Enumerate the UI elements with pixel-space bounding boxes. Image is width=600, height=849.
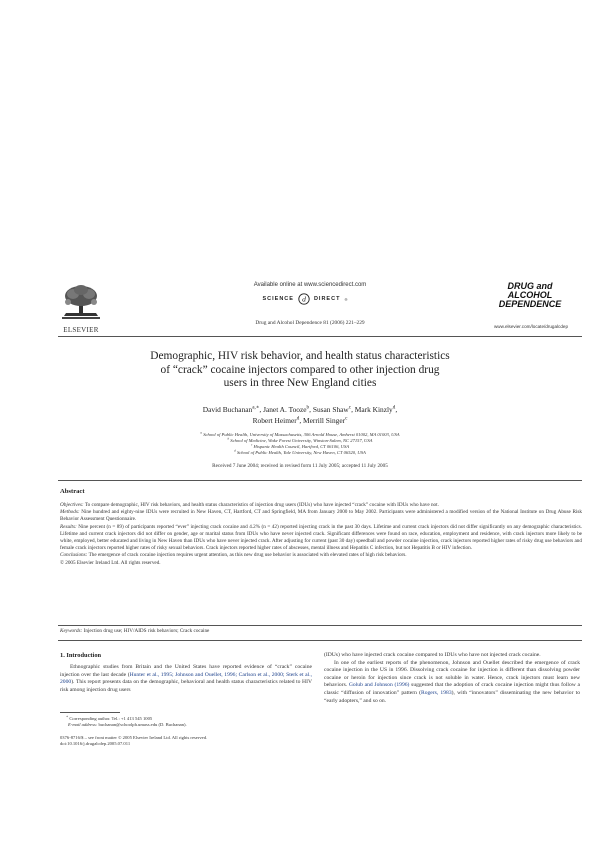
article-title: [70, 350, 530, 391]
available-online-text: Available online at www.sciencedirect.com: [253, 282, 367, 288]
methods-label: Methods:: [60, 509, 80, 516]
journal-url[interactable]: www.elsevier.com/locate/drugalcdep: [493, 324, 569, 329]
sciencedirect-at-icon: [298, 293, 310, 305]
affiliation-text: School of Medicine, Wake Forest University, Winston-Salem, NC 27157, USA: [230, 438, 373, 443]
elsevier-tree-icon: [58, 284, 104, 320]
abstract-conclusions: [60, 552, 582, 559]
author-list: [100, 404, 500, 426]
keywords-top-rule: [58, 625, 582, 626]
citation-link[interactable]: Golub and Johnson (1996): [348, 682, 410, 689]
affiliation-text: School of Public Health, University of Massachusetts, 306 Arnold House, Amherst 01002, MA 01003, USA: [203, 432, 400, 437]
email-line: [60, 722, 310, 728]
affiliation-item: [90, 450, 510, 456]
journal-logo-line-2: ALCOHOL: [507, 290, 553, 300]
affiliation-sup: d: [234, 448, 236, 453]
conclusions-text: The emergence of crack cocaine injection requires urgent attention, as this new drug use behavior is associated with elevated rates of high risk behaviors.: [88, 552, 407, 559]
intro-right-text-a: In one of the earliest reports of the phenomenon, Johnson and Ouellet described the emergence of crack cocaine injection in the US in 1996. Dissolving crack cocaine for injection is different than dissolving powder cocaine or heroin for injection since crack is not soluble in water. Hence, crack injectors must learn new behaviors.: [324, 659, 580, 689]
header-rule: [58, 336, 582, 337]
intro-right-text-b: suggested that the adoption of crack cocaine injection might thus follow a classic “diffusion of innovation” pattern (: [324, 682, 580, 696]
author-sup: d: [296, 415, 300, 422]
author-sup: c: [348, 404, 352, 411]
abstract-heading: Abstract: [60, 488, 85, 495]
journal-logo: [490, 282, 570, 318]
sd-brand-right: DIRECT: [313, 296, 341, 302]
author-name: Robert Heimer: [252, 416, 297, 425]
affiliation-sup: b: [227, 436, 230, 441]
email-address[interactable]: buchanan@schoolph.umass.edu (D. Buchanan).: [98, 722, 187, 727]
abstract-top-rule: [58, 480, 582, 481]
author-line-2: Robert Heimer$^d$, Merrill Singer$^c$: [252, 415, 348, 425]
issn-line: 0376-8716/$ – see front matter © 2005 Elsevier Ireland Ltd. All rights reserved.: [60, 735, 208, 740]
footnote-marker: ∗: [66, 714, 69, 719]
journal-logo-line-3: DEPENDENCE: [498, 299, 562, 309]
svg-text:d: d: [302, 294, 306, 304]
title-line-1: Demographic, HIV risk behavior, and health status characteristics: [150, 350, 450, 362]
journal-logo-line-1: DRUG and: [507, 281, 553, 291]
affiliation-sup: a: [200, 430, 203, 435]
author-sup: c: [345, 415, 348, 422]
journal-citation: Drug and Alcohol Dependence 81 (2006) 221–229: [255, 320, 365, 326]
corresponding-text: Corresponding author. Tel.: +1 413 545 1005: [69, 716, 153, 721]
sd-brand-left: SCIENCE: [262, 296, 294, 302]
author-name: Susan Shaw: [312, 405, 349, 414]
footnote: [60, 716, 310, 728]
intro-left-text-a: Ethnographic studies from Britain and the United States have reported evidence of “crack” cocaine injection over the last decade (: [60, 664, 312, 678]
intro-right-paragraph-2: [324, 660, 580, 706]
citation-link[interactable]: Rogers, 1983: [420, 689, 452, 696]
abstract-methods: [60, 509, 582, 523]
intro-right-paragraph-1: (IDUs) who have injected crack cocaine compared to IDUs who have not injected crack cocaine.: [324, 652, 541, 658]
front-matter: [60, 735, 380, 747]
author-sup: a,∗: [252, 404, 260, 411]
affiliation-list: [90, 432, 510, 456]
sciencedirect-logo: [200, 292, 410, 306]
author-sup: b: [306, 404, 310, 411]
objectives-label: Objectives:: [60, 502, 84, 508]
intro-left-text-b: ). This report presents data on the demographic, behavioral and health status characteristics related to HIV risk among injection drug users: [60, 679, 312, 693]
affiliation-text: School of Public Health, Yale University, New Haven, CT 06520, USA: [236, 450, 366, 455]
citation-link[interactable]: Hunter et al., 1995; Johnson and Ouellet, 1996; Carlson et al., 2000; Sterk et al., 2000: [60, 671, 312, 686]
keywords-label: Keywords:: [60, 628, 83, 634]
intro-right-column: [324, 652, 580, 705]
footnote-rule: [60, 712, 120, 713]
affiliation-text: Hispanic Health Council, Hartford, CT 06106, USA: [253, 444, 350, 449]
intro-left-column: [60, 664, 312, 694]
title-line-3: users in three New England cities: [223, 377, 377, 390]
author-name: Mark Kinzly: [354, 405, 393, 414]
author-name: Janet A. Tooze: [263, 405, 307, 414]
results-text: Nine percent (n = 89) of participants reported “ever” injecting crack cocaine and 4.2% (n = 42) reported injecting crack in the past 30 days. Lifetime and current crack injectors did not differ significantly on any demographic characteristics. Lifetime and current crack injectors did not differ on gender, age or marital status from IDUs who have never injected crack. Significant differences were found on race, education, employment and residence, with crack injectors more likely to be white, employed, better educated and living in New Haven than IDUs who have never injected crack. After adjusting for current (past 30 day) speedball and powder cocaine injection, crack injectors reported higher rates of risky drug use behaviors and female crack injectors reported higher rates of risky sexual behaviors. Crack injectors reported higher rates of abscesses, mental illness and Hepatitis C infection, but not Hepatitis B or HIV infection.: [60, 523, 582, 552]
conclusions-label: Conclusions:: [60, 552, 88, 559]
title-line-2: of “crack” cocaine injectors compared to other injection drug: [160, 363, 440, 376]
abstract-results: [60, 524, 582, 553]
methods-text: Nine hundred and eighty-nine IDUs were recruited in New Haven, CT, Hartford, CT and Springfield, MA from January 2000 to May 2002. Participants were administered a modified version of the National Institute on Drug Abuse Risk Behavior Assessment Questionnaire.: [60, 509, 582, 523]
sd-registered-mark: ®: [344, 296, 348, 302]
email-label: E-mail address:: [68, 722, 98, 727]
abstract-copyright: © 2005 Elsevier Ireland Ltd. All rights reserved.: [60, 559, 161, 566]
elsevier-logo: [58, 284, 104, 334]
doi-line[interactable]: doi:10.1016/j.drugalcdep.2005.07.011: [60, 741, 131, 746]
author-line-1: David Buchanan$^{a,∗}$, Janet A. Tooze$^b$, Susan Shaw$^c$, Mark Kinzly$^d$,: [202, 404, 398, 414]
abstract-body: [60, 502, 582, 567]
publisher-name: ELSEVIER: [63, 326, 99, 334]
keywords: [60, 628, 580, 635]
affiliation-sup: c: [250, 442, 253, 447]
results-label: Results:: [60, 523, 77, 530]
intro-heading: 1. Introduction: [60, 652, 102, 659]
author-sup: d: [392, 404, 396, 411]
keywords-bottom-rule: [58, 640, 582, 641]
author-name: David Buchanan: [202, 405, 253, 414]
intro-right-text-c: ), with “innovators” disseminating the new behavior to “early adopters,” and so on.: [324, 689, 580, 704]
objectives-text: To compare demographic, HIV risk behaviors, and health status characteristics of injection drug users (IDUs) who have injected “crack” cocaine with IDUs who have not.: [84, 502, 439, 508]
keywords-text: Injection drug use; HIV/AIDS risk behaviors; Crack cocaine: [83, 628, 210, 634]
received-dates: Received 7 June 2004; received in revised form 11 July 2005; accepted 11 July 2005: [212, 463, 388, 469]
author-name: Merrill Singer: [303, 416, 346, 425]
